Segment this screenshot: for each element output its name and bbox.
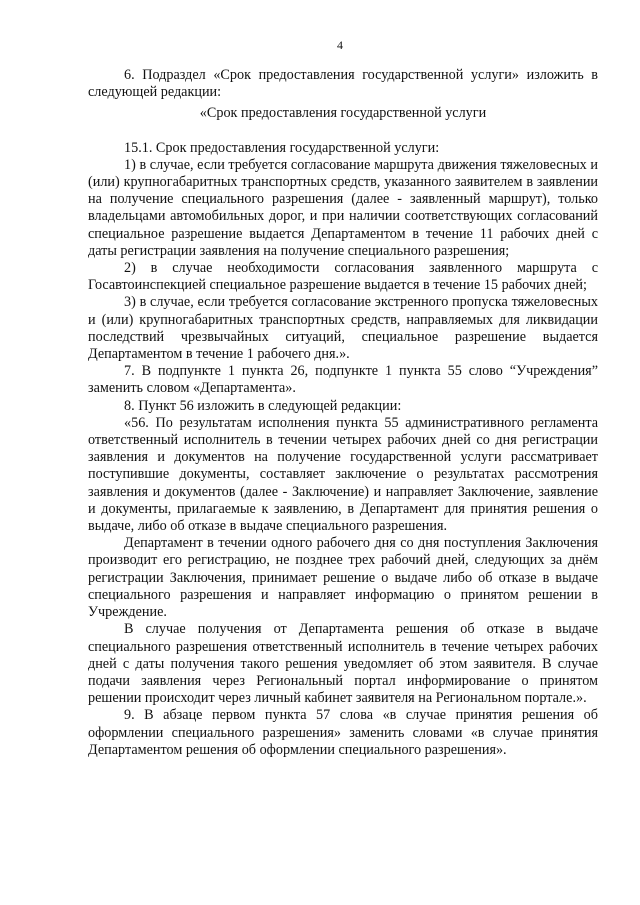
- paragraph-item-7: 7. В подпункте 1 пункта 26, подпункте 1 пункта 55 слово “Учреждения” заменить словом «Департамента».: [88, 363, 598, 397]
- blank-line: [88, 123, 598, 140]
- paragraph-item-15-1-sub-3: 3) в случае, если требуется согласование экстренного пропуска тяжеловесных и (или) крупногабаритных транспортных средств, направляемых для ликвидации последствий чрезвычайных ситуаций, специальное разрешение выдается Департаментом в течение 1 рабочего дня.».: [88, 294, 598, 363]
- paragraph-item-56-part-1: «56. По результатам исполнения пункта 55 административного регламента ответственный исполнитель в течении четырех рабочих дней со дня регистрации заявления и документов на получение государственной услуги рассматривает поступившие документы, составляет заключение о результатах рассмотрения заявления и документов (далее - Заключение) и направляет Заключение, заявление и документы, прилагаемые к заявлению, в Департамент для принятия решения о выдаче, либо об отказе в выдаче специального разрешения.: [88, 414, 598, 535]
- paragraph-item-15-1-sub-2: 2) в случае необходимости согласования заявленного маршрута с Госавтоинспекцией специальное разрешение выдается в течение 15 рабочих дней;: [88, 260, 598, 294]
- paragraph-item-15-1-sub-1: 1) в случае, если требуется согласование маршрута движения тяжеловесных и (или) крупногабаритных транспортных средств, указанного заявителем в заявлении на получение специального разрешения (далее - заявленный маршрут), только владельцами автомобильных дорог, и при наличии соответствующих согласований специальное разрешение выдается Департаментом в течение 11 рабочих дней с даты регистрации заявления на получение специального разрешения;: [88, 156, 598, 259]
- section-title-quote: «Срок предоставления государственной услуги: [199, 105, 487, 122]
- paragraph-item-6: 6. Подраздел «Срок предоставления государственной услуги» изложить в следующей редакции:: [88, 67, 598, 101]
- paragraph-item-15-1: 15.1. Срок предоставления государственной услуги:: [124, 139, 440, 156]
- paragraph-item-8: 8. Пункт 56 изложить в следующей редакции:: [124, 397, 402, 414]
- paragraph-item-56-part-3: В случае получения от Департамента решения об отказе в выдаче специального разрешения ответственный исполнитель в течение четырех рабочих дней с даты получения такого решения уведомляет об этом заявителя. В случае подачи заявления через Региональный портал информирование о принятом решении происходит через личный кабинет заявителя на Региональном портале.».: [88, 621, 598, 707]
- page-number: 4: [337, 38, 343, 52]
- document-body: [88, 67, 598, 759]
- paragraph-item-56-part-2: Департамент в течении одного рабочего дня со дня поступления Заключения производит его регистрацию, не позднее трех рабочий дней, следующих за днём регистрации Заключения, принимает решение о выдаче либо об отказе в выдаче специального разрешения и направляет информацию о принятом решении в Учреждение.: [88, 535, 598, 621]
- paragraph-item-9: 9. В абзаце первом пункта 57 слова «в случае принятия решения об оформлении специального разрешения» заменить словами «в случае принятия Департаментом решения об оформлении специального разрешения».: [88, 707, 598, 758]
